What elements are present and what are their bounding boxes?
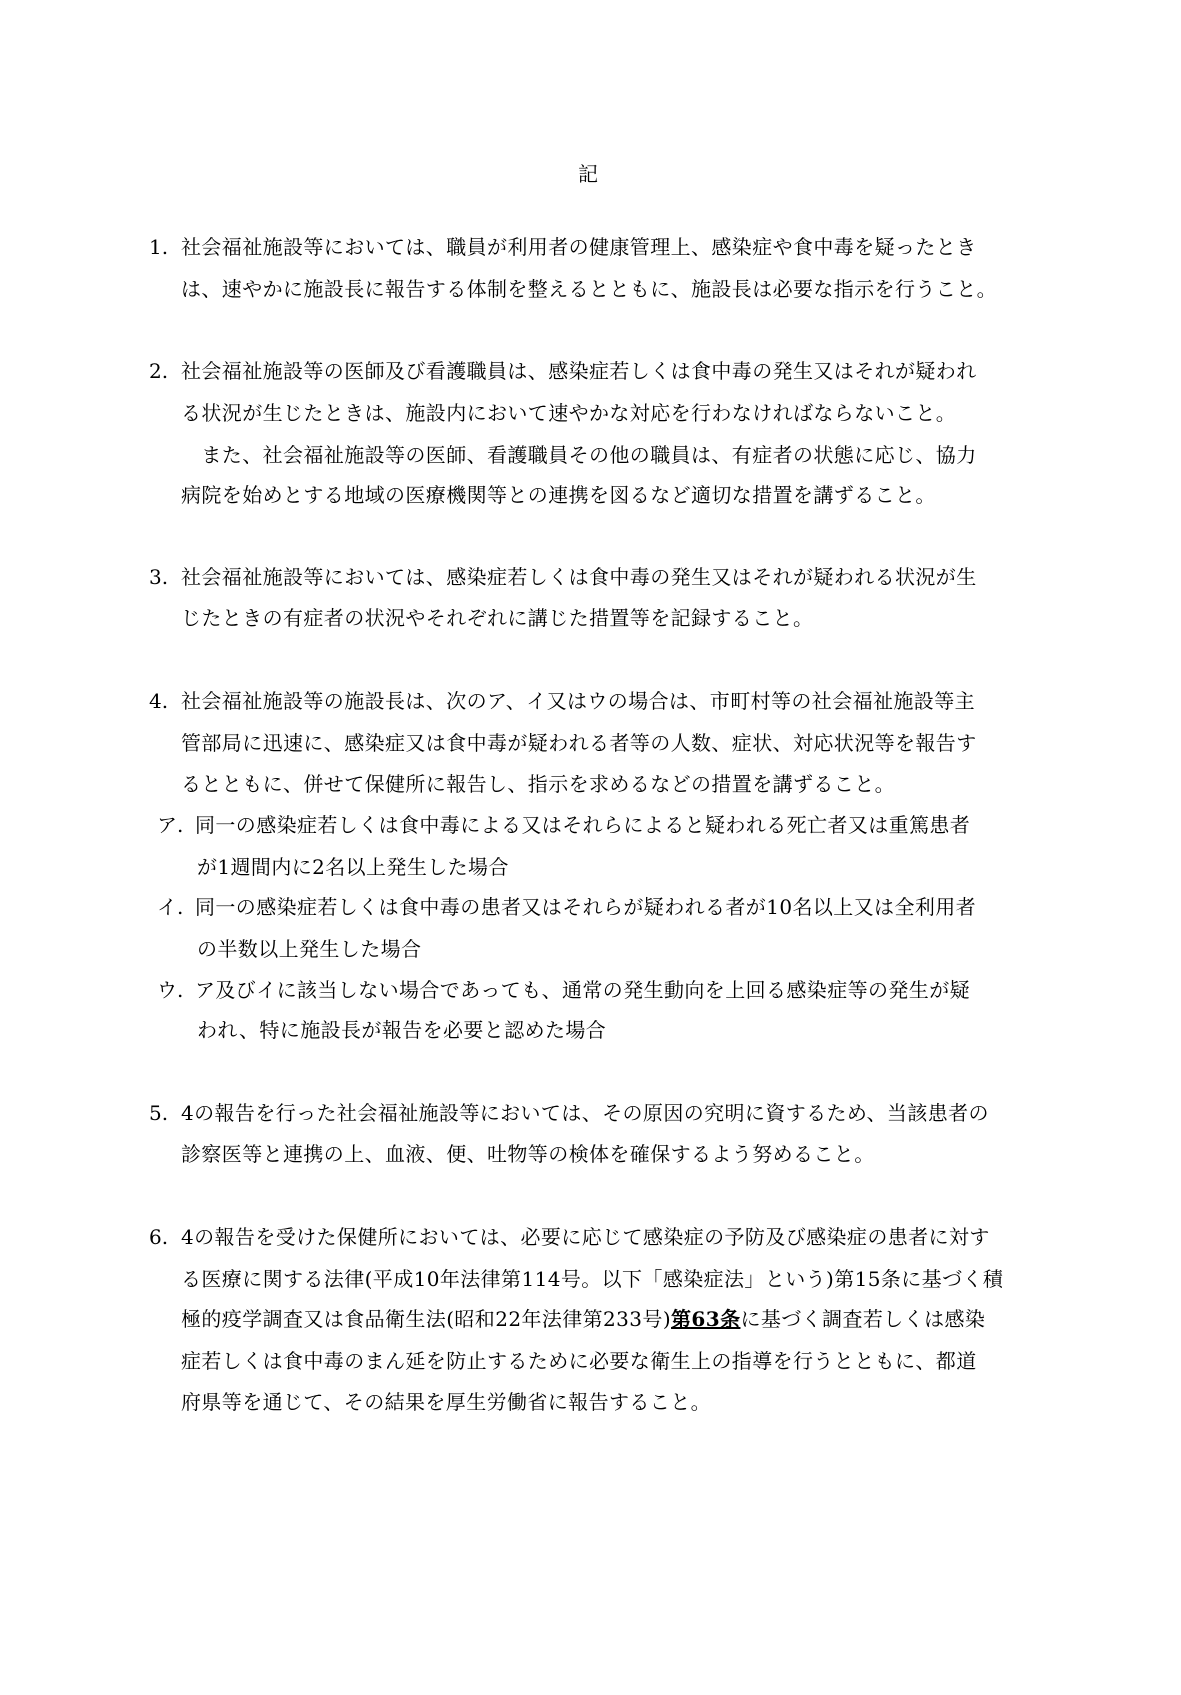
item-line: 診察医等と連携の上、血液、便、吐物等の検体を確保するよう努めること。 (181, 1142, 875, 1166)
item-line: 社会福祉施設等においては、感染症若しくは食中毒の発生又はそれが疑われる状況が生 (181, 565, 977, 589)
emphasized-article: 第63条 (671, 1307, 741, 1331)
item-line: じたときの有症者の状況やそれぞれに講じた措置等を記録すること。 (181, 606, 814, 630)
subitem-line: ア及びイに該当しない場合であっても、通常の発生動向を上回る感染症等の発生が疑 (195, 978, 970, 1002)
subitem-line: が1週間内に2名以上発生した場合 (197, 855, 509, 879)
item-number: 1. (149, 235, 169, 259)
subitem-number: ウ. (157, 978, 184, 1002)
text-segment: に基づく調査若しくは感染 (740, 1307, 986, 1331)
item-line: 4の報告を受けた保健所においては、必要に応じて感染症の予防及び感染症の患者に対す (181, 1225, 990, 1249)
item-line: るとともに、併せて保健所に報告し、指示を求めるなどの措置を講ずること。 (181, 772, 895, 796)
item-line: 社会福祉施設等においては、職員が利用者の健康管理上、感染症や食中毒を疑ったとき (181, 235, 977, 259)
item-number: 5. (149, 1101, 169, 1125)
item-line: 管部局に迅速に、感染症又は食中毒が疑われる者等の人数、症状、対応状況等を報告す (181, 731, 977, 755)
subitem-number: ア. (157, 813, 184, 837)
item-line: 社会福祉施設等の医師及び看護職員は、感染症若しくは食中毒の発生又はそれが疑われ (181, 359, 977, 383)
subitem-number: イ. (157, 895, 184, 919)
item-number: 4. (149, 689, 169, 713)
subitem-line: 同一の感染症若しくは食中毒による又はそれらによると疑われる死亡者又は重篤患者 (195, 813, 971, 837)
item-number: 3. (149, 565, 169, 589)
text-segment: 極的疫学調査又は食品衛生法(昭和22年法律第233号) (181, 1307, 672, 1331)
subitem-line: の半数以上発生した場合 (197, 937, 422, 961)
item-line: る状況が生じたときは、施設内において速やかな対応を行わなければならないこと。 (181, 401, 957, 425)
item-number: 2. (149, 359, 169, 383)
item-line: 症若しくは食中毒のまん延を防止するために必要な衛生上の指導を行うとともに、都道 (181, 1349, 977, 1373)
item-line: 4の報告を行った社会福祉施設等においては、その原因の究明に資するため、当該患者の (181, 1101, 989, 1125)
item-line: は、速やかに施設長に報告する体制を整えるとともに、施設長は必要な指示を行うこと。 (181, 277, 997, 301)
item-line: 社会福祉施設等の施設長は、次のア、イ又はウの場合は、市町村等の社会福祉施設等主 (181, 689, 975, 713)
item-line: また、社会福祉施設等の医師、看護職員その他の職員は、有症者の状態に応じ、協力 (181, 443, 977, 467)
item-number: 6. (149, 1225, 169, 1249)
heading: 記 (578, 162, 599, 186)
subitem-line: われ、特に施設長が報告を必要と認めた場合 (197, 1018, 607, 1042)
item-line: 府県等を通じて、その結果を厚生労働省に報告すること。 (181, 1390, 711, 1414)
subitem-line: 同一の感染症若しくは食中毒の患者又はそれらが疑われる者が10名以上又は全利用者 (195, 895, 977, 919)
item-line: 病院を始めとする地域の医療機関等との連携を図るなど適切な措置を講ずること。 (181, 483, 936, 507)
item-line: る医療に関する法律(平成10年法律第114号。以下「感染症法」という)第15条に基づく積 (181, 1267, 1004, 1291)
item-line (181, 1304, 985, 1334)
